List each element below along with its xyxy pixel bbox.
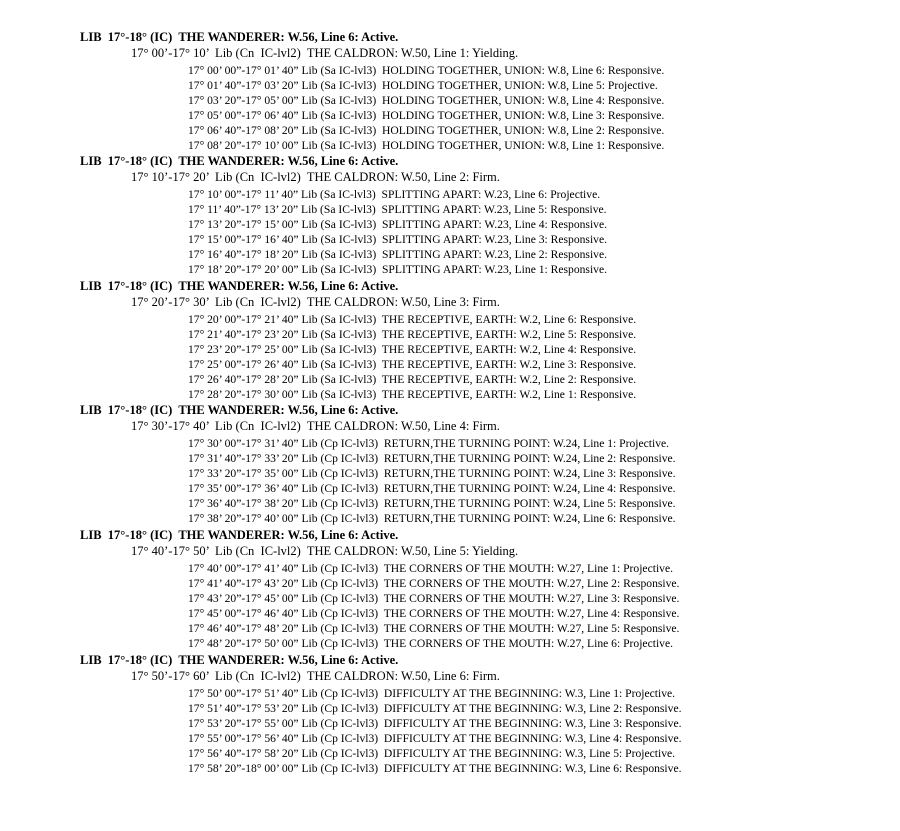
entry-row: 17° 53’ 20”-17° 55’ 00” Lib (Cp IC-lvl3) DIFFICULTY AT THE BEGINNING: W.3, Line 3: Responsive. — [188, 717, 682, 730]
block-subheader: 17° 50’-17° 60’ Lib (Cn IC-lvl2) THE CALDRON: W.50, Line 6: Firm. — [131, 669, 500, 683]
block-header: LIB 17°-18° (IC) THE WANDERER: W.56, Line 6: Active. — [80, 403, 399, 417]
block-header: LIB 17°-18° (IC) THE WANDERER: W.56, Line 6: Active. — [80, 528, 399, 542]
entry-row: 17° 55’ 00”-17° 56’ 40” Lib (Cp IC-lvl3) DIFFICULTY AT THE BEGINNING: W.3, Line 4: Responsive. — [188, 732, 682, 745]
entry-row: 17° 16’ 40”-17° 18’ 20” Lib (Sa IC-lvl3) SPLITTING APART: W.23, Line 2: Responsive. — [188, 248, 608, 261]
entry-row: 17° 36’ 40”-17° 38’ 20” Lib (Cp IC-lvl3) RETURN,THE TURNING POINT: W.24, Line 5: Responsive. — [188, 497, 676, 510]
entry-row: 17° 21’ 40”-17° 23’ 20” Lib (Sa IC-lvl3) THE RECEPTIVE, EARTH: W.2, Line 5: Responsive. — [188, 328, 637, 341]
entry-row: 17° 01’ 40”-17° 03’ 20” Lib (Sa IC-lvl3) HOLDING TOGETHER, UNION: W.8, Line 5: Projective. — [188, 79, 658, 92]
entry-row: 17° 00’ 00”-17° 01’ 40” Lib (Sa IC-lvl3) HOLDING TOGETHER, UNION: W.8, Line 6: Responsive. — [188, 64, 665, 77]
block-subheader: 17° 00’-17° 10’ Lib (Cn IC-lvl2) THE CALDRON: W.50, Line 1: Yielding. — [131, 46, 519, 60]
entry-row: 17° 48’ 20”-17° 50’ 00” Lib (Cp IC-lvl3) THE CORNERS OF THE MOUTH: W.27, Line 6: Projective. — [188, 637, 674, 650]
entry-row: 17° 18’ 20”-17° 20’ 00” Lib (Sa IC-lvl3) SPLITTING APART: W.23, Line 1: Responsive. — [188, 263, 608, 276]
entry-row: 17° 11’ 40”-17° 13’ 20” Lib (Sa IC-lvl3) SPLITTING APART: W.23, Line 5: Responsive. — [188, 203, 607, 216]
entry-row: 17° 35’ 00”-17° 36’ 40” Lib (Cp IC-lvl3) RETURN,THE TURNING POINT: W.24, Line 4: Responsive. — [188, 482, 676, 495]
entry-row: 17° 23’ 20”-17° 25’ 00” Lib (Sa IC-lvl3) THE RECEPTIVE, EARTH: W.2, Line 4: Responsive. — [188, 343, 637, 356]
entry-row: 17° 06’ 40”-17° 08’ 20” Lib (Sa IC-lvl3) HOLDING TOGETHER, UNION: W.8, Line 2: Responsive. — [188, 124, 665, 137]
entry-row: 17° 33’ 20”-17° 35’ 00” Lib (Cp IC-lvl3) RETURN,THE TURNING POINT: W.24, Line 3: Responsive. — [188, 467, 676, 480]
entry-row: 17° 26’ 40”-17° 28’ 20” Lib (Sa IC-lvl3) THE RECEPTIVE, EARTH: W.2, Line 2: Responsive. — [188, 373, 637, 386]
entry-row: 17° 13’ 20”-17° 15’ 00” Lib (Sa IC-lvl3) SPLITTING APART: W.23, Line 4: Responsive. — [188, 218, 608, 231]
entry-row: 17° 30’ 00”-17° 31’ 40” Lib (Cp IC-lvl3) RETURN,THE TURNING POINT: W.24, Line 1: Projective. — [188, 437, 670, 450]
entry-row: 17° 46’ 40”-17° 48’ 20” Lib (Cp IC-lvl3) THE CORNERS OF THE MOUTH: W.27, Line 5: Responsive. — [188, 622, 680, 635]
entry-row: 17° 10’ 00”-17° 11’ 40” Lib (Sa IC-lvl3) SPLITTING APART: W.23, Line 6: Projective. — [188, 188, 601, 201]
block-header: LIB 17°-18° (IC) THE WANDERER: W.56, Line 6: Active. — [80, 653, 399, 667]
entry-row: 17° 58’ 20”-18° 00’ 00” Lib (Cp IC-lvl3) DIFFICULTY AT THE BEGINNING: W.3, Line 6: Responsive. — [188, 762, 682, 775]
entry-row: 17° 28’ 20”-17° 30’ 00” Lib (Sa IC-lvl3) THE RECEPTIVE, EARTH: W.2, Line 1: Responsive. — [188, 388, 637, 401]
block-header: LIB 17°-18° (IC) THE WANDERER: W.56, Line 6: Active. — [80, 154, 399, 168]
entry-row: 17° 50’ 00”-17° 51’ 40” Lib (Cp IC-lvl3) DIFFICULTY AT THE BEGINNING: W.3, Line 1: Projective. — [188, 687, 676, 700]
entry-row: 17° 08’ 20”-17° 10’ 00” Lib (Sa IC-lvl3) HOLDING TOGETHER, UNION: W.8, Line 1: Responsive. — [188, 139, 665, 152]
entry-row: 17° 41’ 40”-17° 43’ 20” Lib (Cp IC-lvl3) THE CORNERS OF THE MOUTH: W.27, Line 2: Responsive. — [188, 577, 680, 590]
entry-row: 17° 25’ 00”-17° 26’ 40” Lib (Sa IC-lvl3) THE RECEPTIVE, EARTH: W.2, Line 3: Responsive. — [188, 358, 637, 371]
block-subheader: 17° 40’-17° 50’ Lib (Cn IC-lvl2) THE CALDRON: W.50, Line 5: Yielding. — [131, 544, 519, 558]
entry-row: 17° 51’ 40”-17° 53’ 20” Lib (Cp IC-lvl3) DIFFICULTY AT THE BEGINNING: W.3, Line 2: Responsive. — [188, 702, 682, 715]
block-header: LIB 17°-18° (IC) THE WANDERER: W.56, Line 6: Active. — [80, 279, 399, 293]
entry-row: 17° 45’ 00”-17° 46’ 40” Lib (Cp IC-lvl3) THE CORNERS OF THE MOUTH: W.27, Line 4: Responsive. — [188, 607, 680, 620]
entry-row: 17° 31’ 40”-17° 33’ 20” Lib (Cp IC-lvl3) RETURN,THE TURNING POINT: W.24, Line 2: Responsive. — [188, 452, 676, 465]
entry-row: 17° 38’ 20”-17° 40’ 00” Lib (Cp IC-lvl3) RETURN,THE TURNING POINT: W.24, Line 6: Responsive. — [188, 512, 676, 525]
entry-row: 17° 43’ 20”-17° 45’ 00” Lib (Cp IC-lvl3) THE CORNERS OF THE MOUTH: W.27, Line 3: Responsive. — [188, 592, 680, 605]
block-header: LIB 17°-18° (IC) THE WANDERER: W.56, Line 6: Active. — [80, 30, 399, 44]
block-subheader: 17° 20’-17° 30’ Lib (Cn IC-lvl2) THE CALDRON: W.50, Line 3: Firm. — [131, 295, 500, 309]
entry-row: 17° 20’ 00”-17° 21’ 40” Lib (Sa IC-lvl3) THE RECEPTIVE, EARTH: W.2, Line 6: Responsive. — [188, 313, 637, 326]
entry-row: 17° 40’ 00”-17° 41’ 40” Lib (Cp IC-lvl3) THE CORNERS OF THE MOUTH: W.27, Line 1: Projective. — [188, 562, 674, 575]
block-subheader: 17° 30’-17° 40’ Lib (Cn IC-lvl2) THE CALDRON: W.50, Line 4: Firm. — [131, 419, 500, 433]
entry-row: 17° 05’ 00”-17° 06’ 40” Lib (Sa IC-lvl3) HOLDING TOGETHER, UNION: W.8, Line 3: Responsive. — [188, 109, 665, 122]
entry-row: 17° 03’ 20”-17° 05’ 00” Lib (Sa IC-lvl3) HOLDING TOGETHER, UNION: W.8, Line 4: Responsive. — [188, 94, 665, 107]
block-subheader: 17° 10’-17° 20’ Lib (Cn IC-lvl2) THE CALDRON: W.50, Line 2: Firm. — [131, 170, 500, 184]
entry-row: 17° 56’ 40”-17° 58’ 20” Lib (Cp IC-lvl3) DIFFICULTY AT THE BEGINNING: W.3, Line 5: Projective. — [188, 747, 676, 760]
entry-row: 17° 15’ 00”-17° 16’ 40” Lib (Sa IC-lvl3) SPLITTING APART: W.23, Line 3: Responsive. — [188, 233, 608, 246]
